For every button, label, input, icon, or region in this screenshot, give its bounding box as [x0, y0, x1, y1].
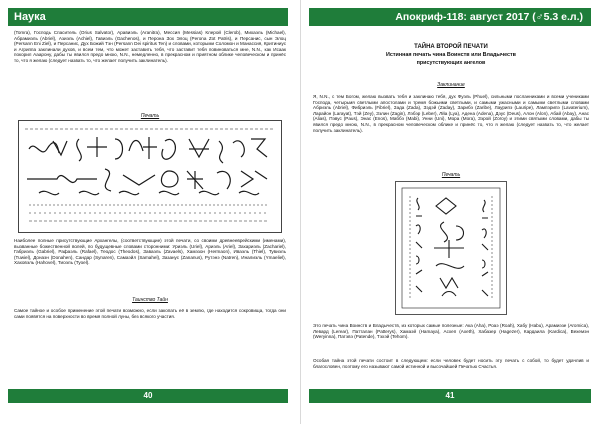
second-seal-drawing	[396, 182, 506, 314]
section-heading: Таинство Тайн	[132, 297, 168, 303]
right-page	[300, 0, 600, 424]
right-page-number: 41	[445, 391, 455, 400]
left-page-number: 40	[143, 391, 153, 400]
left-header	[8, 8, 288, 26]
first-seal-drawing	[19, 121, 281, 232]
powers-paragraph: Это печать чина Воинств и Владычеств, из которых самые полезные: Ака (Aha), Роаэ (Roah), Хабу (Habu), Арамиэзе (Aromica), Левард (Lerear), Патталан (Patterys), Хамаэй (Hamaya), Асхеп (Axeth), Хабазер (Hagezer), Кардаила (Kardica), Вехемэн (Weryinna), Патэвэ (Patende), Тэхэй (Tehom).	[313, 323, 589, 340]
right-title-line1: ТАЙНА ВТОРОЙ ПЕЧАТИ	[414, 44, 488, 50]
section-paragraph: Самое тайное и особое применение этой печати возможно, если закопать её в землю, где находится сокровища, тогда они сами появятся на поверхности во время полной луны, без всякого участия.	[14, 308, 286, 319]
left-header-title: Наука	[14, 11, 46, 23]
left-seal-label: Печать	[140, 113, 160, 119]
second-seal-illustration	[395, 181, 507, 315]
archangels-paragraph: Наиболее полные присутствующие Архангелы, (соответствующие) этой печати, со своими древнееврейскими (именами), вызванные божественной волей, по будущевные словами сторонними: Уриэль (Uriel), Ариэль (Ariel), Захариэль (Zachariel), Габриэль (Gabriel), Рафаэль (Rafael), Теодос (Theodos), Заваэль (Zavaels), Хамэзон (Hermaon), Иваэль (Thiel), Тувиэль (Tuwiel), Донаэн (Donahen), Сандар (Synaren), Самаэйл (Samahel), Зазанус (Zananus), Рутэнэ (Natren), Иналиэль (Ymaeliel), Хаховэль (Hahovel), Тиоэль (Tyoel).	[14, 238, 286, 266]
left-footer	[8, 389, 288, 403]
first-seal-illustration	[18, 120, 282, 233]
right-footer	[309, 389, 591, 403]
incantation-paragraph: Я, N.N., с тем Богом, желаю вызвать тебя и заклинаю тебя, дух Фуэль (Phuel), сильными посланниками и всеми учениками Господа, четырьмя светлыми апостолами и тремя божьими светлыми, и самыми ужасными и самыми светлыми словами Абриэль (Abriel), Фибриэль (Fibriel), Зада (Zada), Зэдэй (Zaday), Зарибэ (Zaribe), Лаурипэ (Lauripe), Лампэрипэ (Lavaterium), Ларайон (Larayat), Тэй (Zey), Зэлин (Zagin), Лэбэр (Leber), Лйа (Lya), Адена (Adena), Дэус (Deus), Алон (Alon), Абай (Abay), Анас (Alias), Пэвус (Paus), Энас (Enos), Маббэ (Mabi), Унни (Uni), Мора (Mora), Зэрой (Zoroy) и этими святыми словами, дабы ты явился предо мною, N.N., в прекрасном человеческом облике и принёс то, что я желаю (следует назвать то, что желает получить заклинатель).	[313, 94, 589, 133]
right-seal-label: Печать	[441, 172, 461, 178]
right-title-line3: присутствующих ангелов	[416, 60, 486, 66]
usage-paragraph: Особая тайна этой печати состоит в следующем: если человек будет носить эту печать с собой, то будет удачлив и благословен, поэтому его называют самой истинной и высочайшей Печатью Счастья.	[313, 358, 589, 369]
incantation-label: Заклинание	[437, 82, 465, 88]
right-title-line2: Истинная печать чина Воинств или Владычеств	[386, 52, 516, 58]
right-header	[309, 8, 591, 26]
right-header-title: Апокриф-118: август 2017 (♂5.3 е.л.)	[395, 11, 583, 23]
intro-paragraph: (Tomra), Господь Спаситель (Orius Salvator), Аравиэль (Aranitra), Мессия (Messias) Клерой (Clerob), Михаэль (Michael), Абрамиэль (Abriel), Азиэль (Achiel), Гавиэль (Gachenos), и Перона Зох Элоц (Perona Zot Patris), и Персанис, сын Элоц (Persann Eni Ziel), и Персанис, Дух Божий Тэн (Persann Dei spiritus Ten) и словами, которыми Соломон и Манассия, Критиниус и Агриппа заклинали духов, и всем тем, что может заставить тебя, что заставит тебя повиноваться мне, N.N., как Исаак покорил Ааарону, дабы ты явился предо мною, N.N., немедленно, в прекрасном и приятном облике человеческом и принёс то, что я желаю (следует назвать то, что желает получить заклинатель).	[14, 30, 286, 63]
